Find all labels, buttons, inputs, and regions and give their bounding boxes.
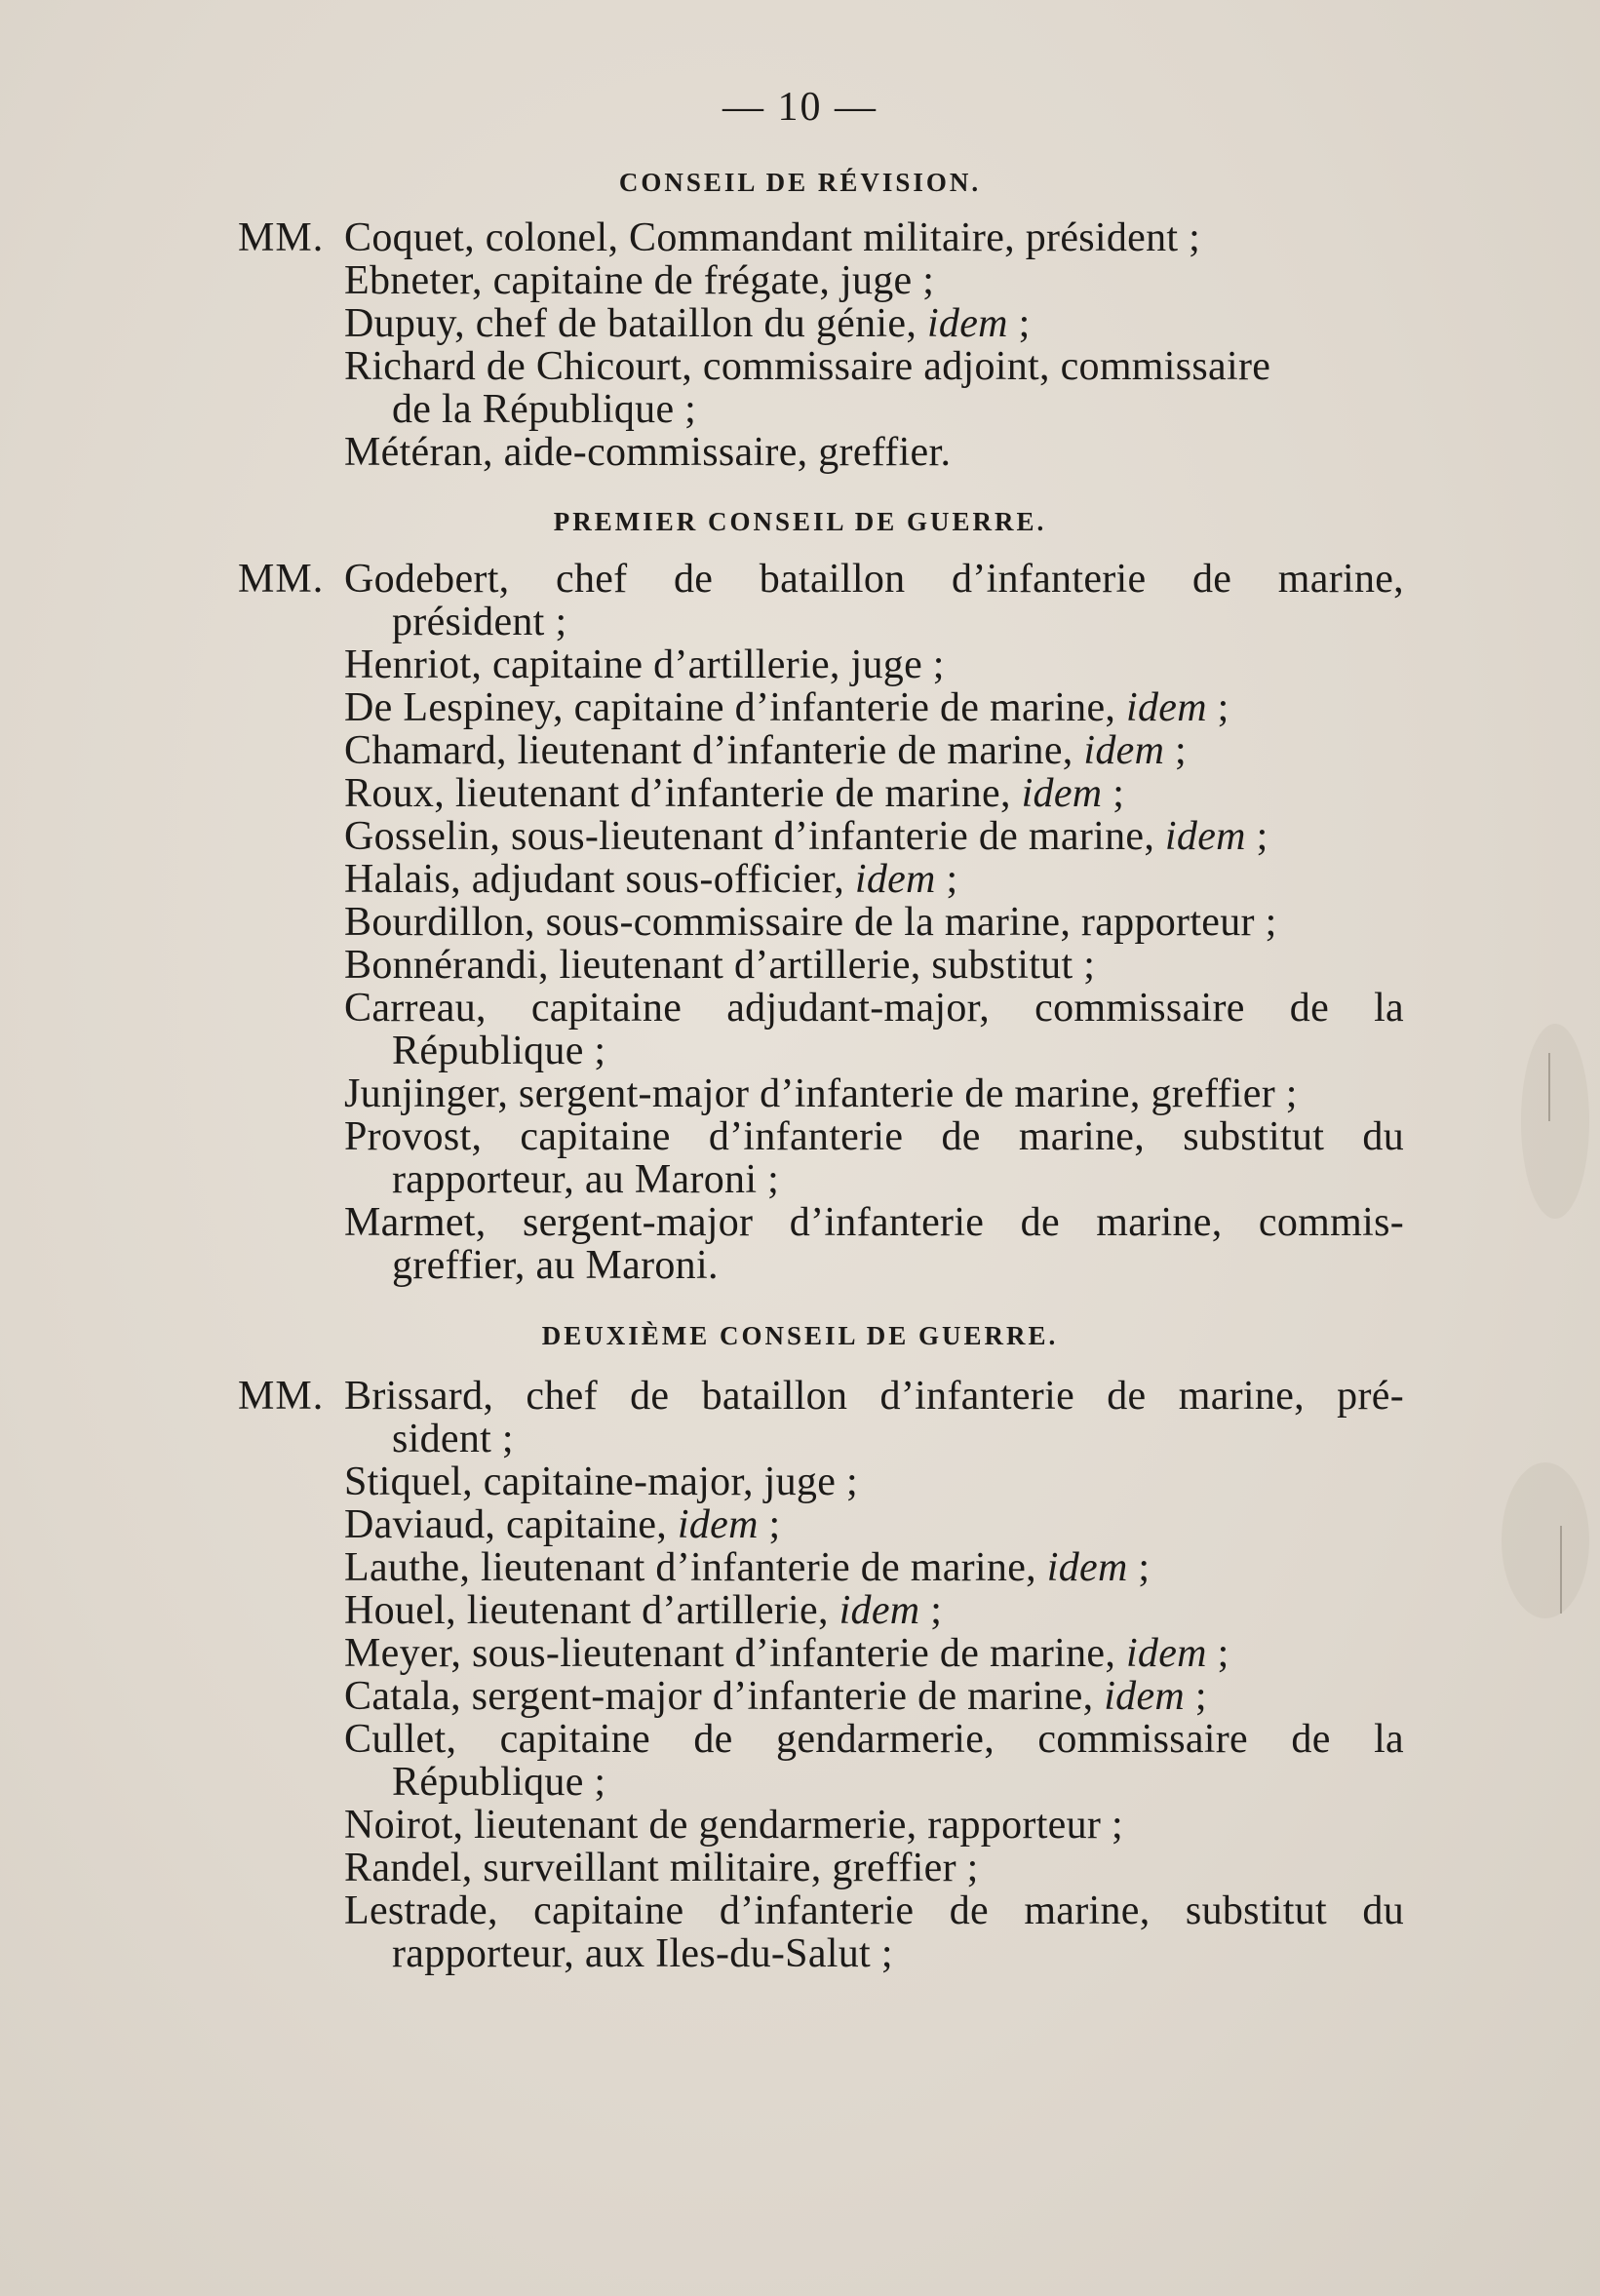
entry-line: Gosselin, sous-lieutenant d’infanterie de marine, idem ; bbox=[344, 814, 1268, 859]
entry-line: Lestrade, capitaine d’infanterie de marine, substitut du bbox=[344, 1888, 1404, 1933]
entry-line: Cullet, capitaine de gendarmerie, commissaire de la bbox=[344, 1717, 1404, 1762]
entry-line: Meyer, sous-lieutenant d’infanterie de marine, idem ; bbox=[344, 1631, 1229, 1676]
entry-line: rapporteur, aux Iles-du-Salut ; bbox=[392, 1931, 893, 1976]
entry-line: Météran, aide-commissaire, greffier. bbox=[344, 430, 952, 475]
entry-line: Halais, adjudant sous-officier, idem ; bbox=[344, 857, 958, 902]
entry-line: Lauthe, lieutenant d’infanterie de marine, idem ; bbox=[344, 1545, 1151, 1590]
section-heading-deuxieme-conseil: DEUXIÈME CONSEIL DE GUERRE. bbox=[541, 1321, 1059, 1350]
entry-line: Junjinger, sergent-major d’infanterie de marine, greffier ; bbox=[344, 1071, 1298, 1116]
entry-line: Bourdillon, sous-commissaire de la marine, rapporteur ; bbox=[344, 900, 1277, 945]
entry-line: Godebert, chef de bataillon d’infanterie de marine, bbox=[344, 557, 1404, 602]
entry-line: Ebneter, capitaine de frégate, juge ; bbox=[344, 258, 935, 303]
entry-line: de la République ; bbox=[392, 387, 697, 432]
entry-line: Bonnérandi, lieutenant d’artillerie, substitut ; bbox=[344, 943, 1096, 988]
entry-line: Chamard, lieutenant d’infanterie de marine, idem ; bbox=[344, 728, 1188, 773]
mm-label: MM. bbox=[238, 215, 325, 260]
paper-stain bbox=[1502, 1462, 1589, 1618]
mm-label: MM. bbox=[238, 1374, 325, 1419]
entry-line: Daviaud, capitaine, idem ; bbox=[344, 1502, 781, 1547]
entry-line: Houel, lieutenant d’artillerie, idem ; bbox=[344, 1588, 943, 1633]
entry-line: Brissard, chef de bataillon d’infanterie de marine, pré- bbox=[344, 1374, 1404, 1419]
entry-line: greffier, au Maroni. bbox=[392, 1243, 719, 1288]
entry-line: Richard de Chicourt, commissaire adjoint, commissaire bbox=[344, 344, 1271, 389]
entry-line: Noirot, lieutenant de gendarmerie, rapporteur ; bbox=[344, 1803, 1123, 1848]
section-heading-conseil-de-revision: CONSEIL DE RÉVISION. bbox=[618, 168, 982, 197]
entry-line: Catala, sergent-major d’infanterie de marine, idem ; bbox=[344, 1674, 1207, 1719]
margin-mark bbox=[1560, 1526, 1562, 1614]
section-heading-premier-conseil: PREMIER CONSEIL DE GUERRE. bbox=[553, 507, 1047, 536]
paper-stain bbox=[1521, 1024, 1589, 1219]
entry-line: Carreau, capitaine adjudant-major, commissaire de la bbox=[344, 986, 1404, 1031]
entry-line: République ; bbox=[392, 1029, 606, 1073]
entry-line: République ; bbox=[392, 1760, 606, 1805]
mm-label: MM. bbox=[238, 557, 325, 602]
entry-line: Roux, lieutenant d’infanterie de marine, idem ; bbox=[344, 771, 1125, 816]
margin-mark bbox=[1548, 1053, 1550, 1121]
entry-line: Coquet, colonel, Commandant militaire, président ; bbox=[344, 215, 1201, 260]
entry-line: sident ; bbox=[392, 1417, 514, 1461]
entry-line: Randel, surveillant militaire, greffier ; bbox=[344, 1846, 979, 1890]
entry-line: Stiquel, capitaine-major, juge ; bbox=[344, 1459, 858, 1504]
entry-line: Provost, capitaine d’infanterie de marine, substitut du bbox=[344, 1114, 1404, 1159]
entry-line: Marmet, sergent-major d’infanterie de marine, commis- bbox=[344, 1200, 1404, 1245]
entry-line: rapporteur, au Maroni ; bbox=[392, 1157, 780, 1202]
entry-line: Dupuy, chef de bataillon du génie, idem ; bbox=[344, 301, 1031, 346]
entry-line: Henriot, capitaine d’artillerie, juge ; bbox=[344, 642, 945, 687]
entry-line: De Lespiney, capitaine d’infanterie de marine, idem ; bbox=[344, 685, 1229, 730]
entry-line: président ; bbox=[392, 600, 567, 644]
page-number: — 10 — bbox=[722, 85, 878, 130]
